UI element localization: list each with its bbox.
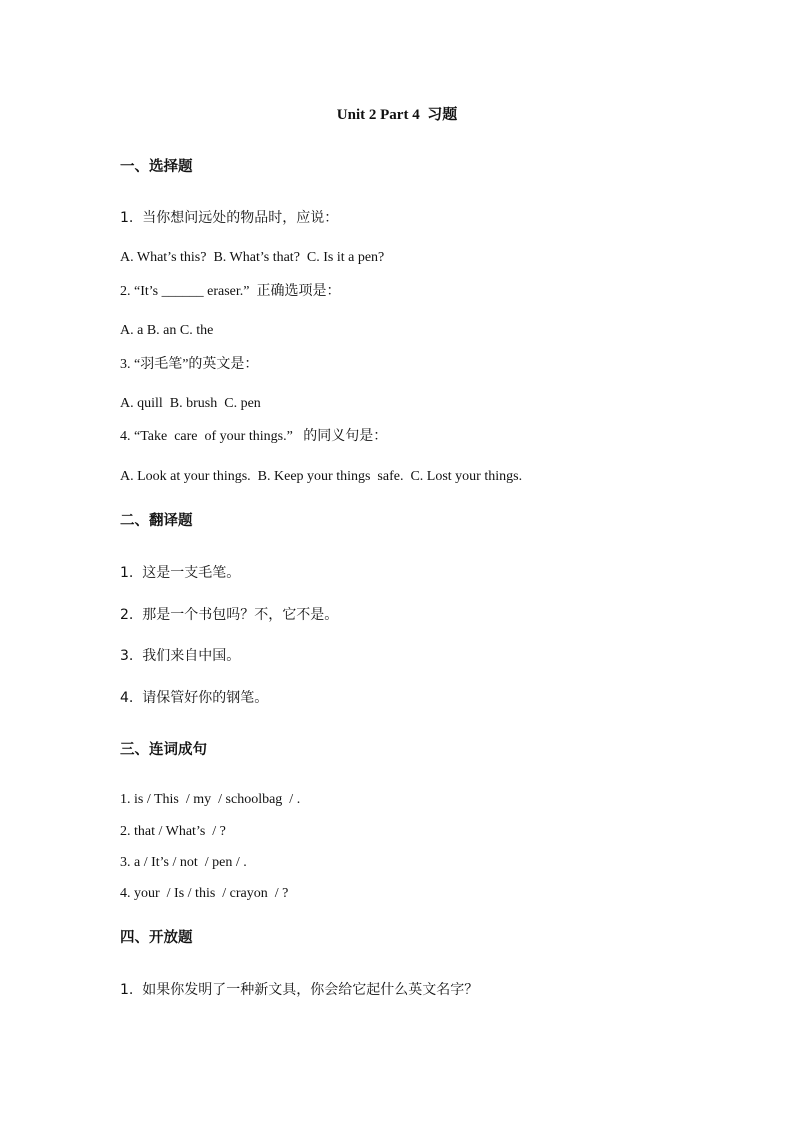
answer-options: A. Look at your things. B. Keep your things safe. C. Lost your things. bbox=[120, 469, 523, 484]
translation-item: 1. 这是一支毛笔。 bbox=[120, 565, 241, 581]
answer-options: A. a B. an C. the bbox=[120, 323, 214, 338]
question-line: 1. 当你想问远处的物品时，应说： bbox=[120, 210, 339, 226]
section-heading-sentence-building: 三、连词成句 bbox=[120, 742, 207, 758]
open-question-item: 1. 如果你发明了一种新文具，你会给它起什么英文名字？ bbox=[120, 982, 479, 998]
answer-options: A. What’s this? B. What’s that? C. Is it a pen? bbox=[120, 250, 385, 265]
word-order-item: 3. a / It’s / not / pen / . bbox=[120, 855, 247, 870]
translation-item: 4. 请保管好你的钢笔。 bbox=[120, 690, 269, 706]
word-order-item: 4. your / Is / this / crayon / ? bbox=[120, 886, 289, 901]
word-order-item: 2. that / What’s / ? bbox=[120, 824, 226, 839]
section-heading-open-question: 四、开放题 bbox=[120, 930, 193, 946]
section-heading-choice: 一、选择题 bbox=[120, 159, 193, 175]
section-heading-translation: 二、翻译题 bbox=[120, 513, 193, 529]
question-line: 4. “Take care of your things.” 的同义句是： bbox=[120, 429, 388, 444]
question-line: 3. “羽毛笔”的英文是： bbox=[120, 357, 259, 372]
question-line: 2. “It’s ______ eraser.” 正确选项是： bbox=[120, 284, 341, 299]
translation-item: 3. 我们来自中国。 bbox=[120, 648, 241, 664]
translation-item: 2. 那是一个书包吗？不，它不是。 bbox=[120, 607, 339, 623]
word-order-item: 1. is / This / my / schoolbag / . bbox=[120, 792, 301, 807]
page-title: Unit 2 Part 4 习题 bbox=[336, 107, 458, 123]
answer-options: A. quill B. brush C. pen bbox=[120, 396, 261, 411]
